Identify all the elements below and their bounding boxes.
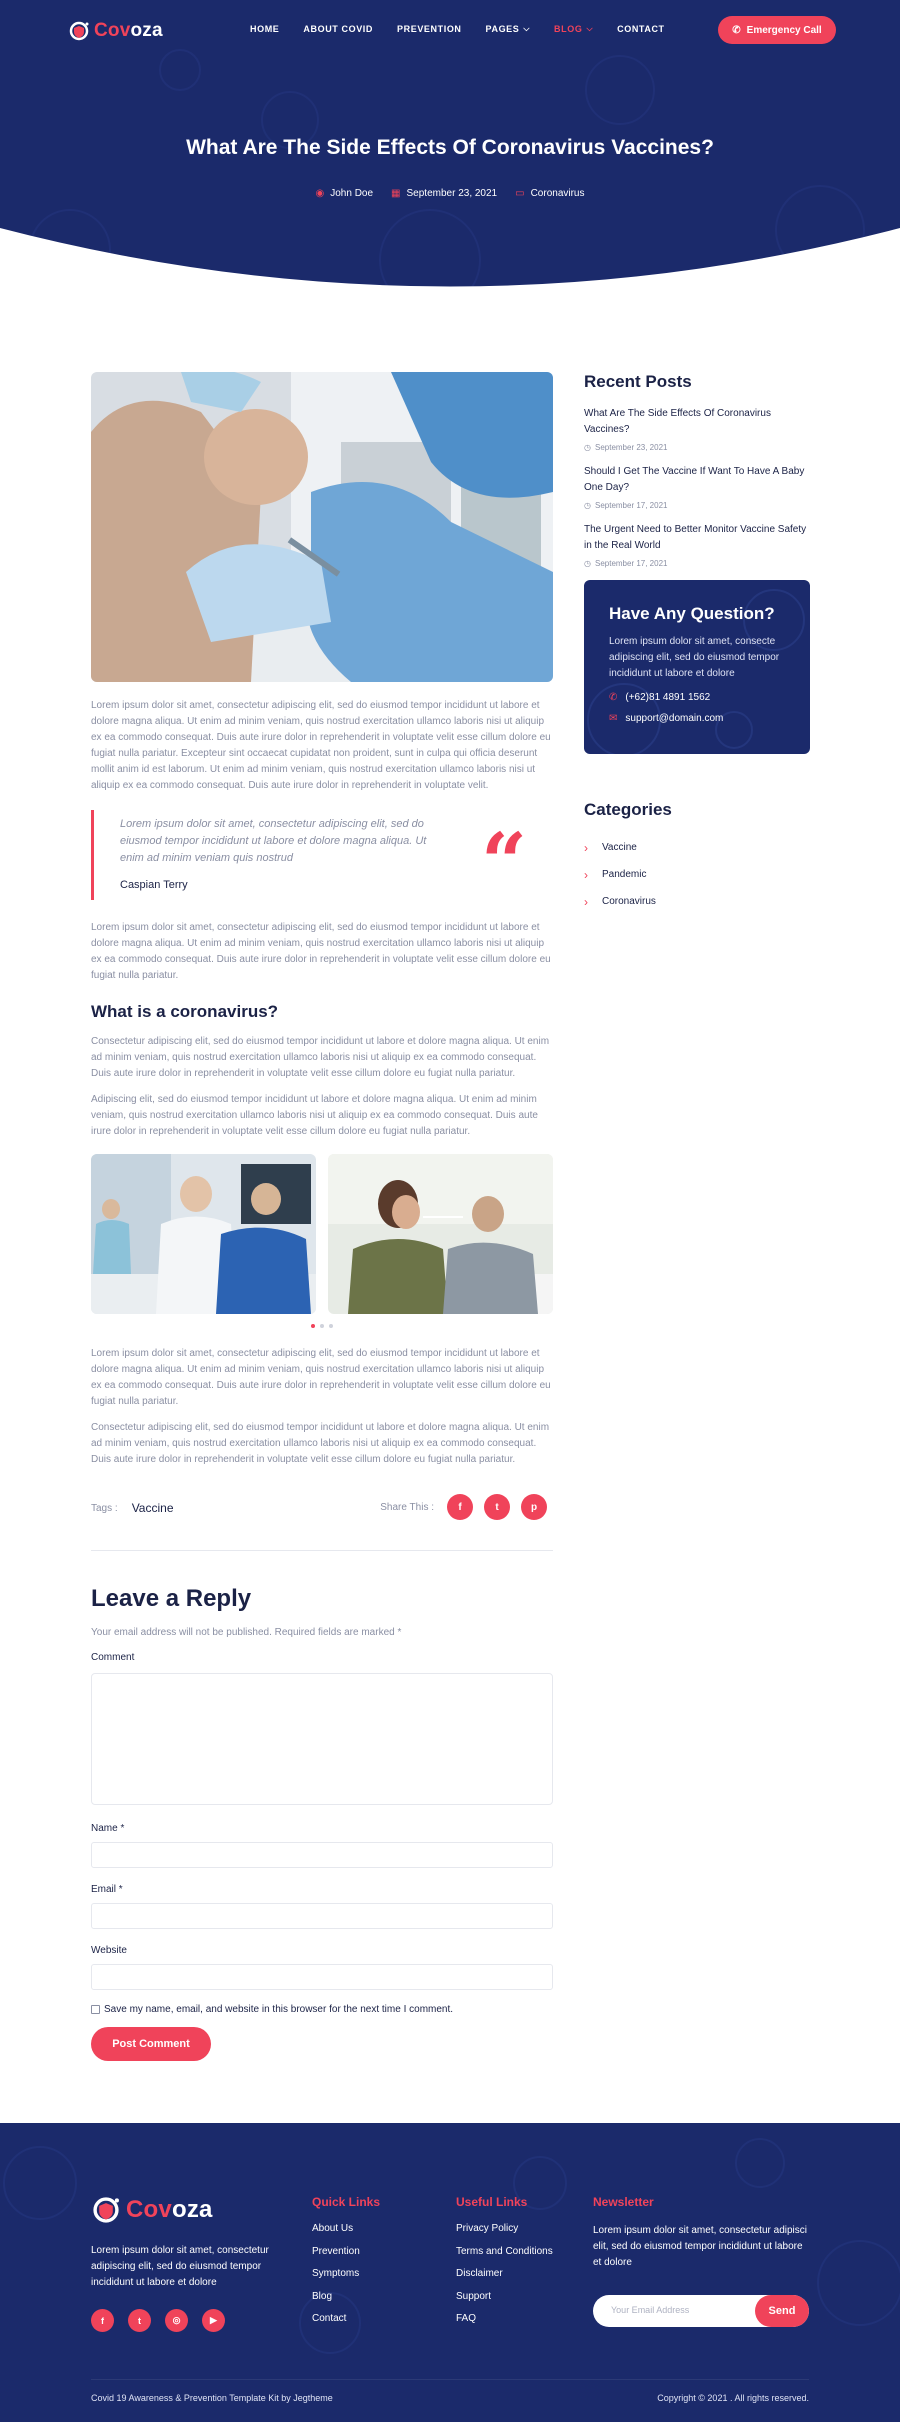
recent-posts-title: Recent Posts <box>584 372 692 391</box>
sidebar <box>584 372 810 915</box>
divider <box>91 1550 553 1551</box>
newsletter-title: Newsletter <box>593 2195 654 2209</box>
name-label: Name * <box>91 1823 125 1834</box>
nav-home[interactable]: HOME <box>250 24 280 34</box>
post-meta <box>0 188 900 199</box>
newsletter-email-input[interactable]: Your Email Address <box>611 2305 690 2315</box>
category-item[interactable] <box>584 861 810 888</box>
newsletter-text: Lorem ipsum dolor sit amet, consectetur adipisci elit, sed do eiusmod tempor incididunt ut labore et dolore <box>593 2225 807 2268</box>
site-logo[interactable] <box>68 20 163 42</box>
reply-note: Your email address will not be published. Required fields are marked * <box>91 1627 402 1638</box>
quote-text: Lorem ipsum dolor sit amet, consectetur adipiscing elit, sed do eiusmod tempor incididunt ut labore et dolore magna aliqua. Ut enim ad minim veniam quis nostrud <box>120 818 427 864</box>
article-paragraph-1: Lorem ipsum dolor sit amet, consectetur adipiscing elit, sed do eiusmod tempor incididunt ut labore et dolore magna aliqua. Ut enim ad minim veniam, quis nostrud exercitation ullamco laboris nisi ut aliquip ex ea commodo consequat. Duis aute irure dolor in reprehenderit in voluptate velit esse cillum dolore eu fugiat nulla pariatur. Excepteur sint occaecat cupidatat non proident, sunt in culpa qui officia deserunt mollit anim id est laborum. Ut enim ad minim veniam, quis nostrud exercitation ullamco laboris nisi ut aliquip ex ea commodo consequat. Duis aute irure dolor in reprehenderit in voluptate velit. <box>91 700 551 791</box>
tag-link[interactable]: Vaccine <box>131 1501 174 1515</box>
virus-shield-logo-icon <box>68 20 90 42</box>
footer-link[interactable]: Terms and Conditions <box>456 2245 553 2257</box>
chevron-right-icon: › <box>584 894 588 909</box>
article-quote <box>91 810 553 909</box>
website-label: Website <box>91 1945 127 1956</box>
recent-post <box>584 464 810 510</box>
question-text: Lorem ipsum dolor sit amet, consecte adipiscing elit, sed do eiusmod tempor incididunt ut labore et dolore <box>609 636 780 679</box>
footer-link[interactable]: Contact <box>312 2313 347 2324</box>
phone-icon: ✆ <box>732 24 741 36</box>
instagram-icon[interactable]: ◎ <box>165 2309 188 2332</box>
chevron-down-icon: ⌵ <box>523 24 531 33</box>
doctor-consultation-photo <box>91 1154 316 1314</box>
footer-link[interactable]: FAQ <box>456 2313 477 2324</box>
nav-pages-label: PAGES <box>485 24 520 34</box>
recent-post <box>584 522 810 568</box>
nav-blog[interactable] <box>554 24 593 34</box>
article-paragraph-2: Lorem ipsum dolor sit amet, consectetur adipiscing elit, sed do eiusmod tempor incididunt ut labore et dolore magna aliqua. Ut enim ad minim veniam, quis nostrud exercitation ullamco laboris nisi ut aliquip ex ea commodo consequat. Duis aute irure dolor in reprehenderit in voluptate velit esse cillum dolore eu fugiat nulla pariatur. <box>91 922 551 981</box>
clock-icon: ◷ <box>584 443 591 452</box>
article-paragraph-4: Adipiscing elit, sed do eiusmod tempor incididunt ut labore et dolore magna aliqua. Ut enim ad minim veniam, quis nostrud exercitation ullamco laboris nisi ut aliquip ex ea commodo consequat. Duis aute irure dolor in reprehenderit in voluptate velit esse cillum dolore eu fugiat nulla pariatur. <box>91 1094 538 1137</box>
contact-phone-text: (+62)81 4891 1562 <box>625 692 711 703</box>
mail-icon: ✉ <box>609 713 618 724</box>
emergency-call-label: Emergency Call <box>746 24 822 36</box>
main-nav <box>68 16 836 46</box>
footer-link[interactable]: Symptoms <box>312 2268 360 2279</box>
footer-social <box>91 2309 225 2332</box>
logo-text-rest: oza <box>171 2196 213 2223</box>
hero-section <box>0 0 900 300</box>
category-label: Pandemic <box>602 869 647 880</box>
recent-post-date: September 17, 2021 <box>594 559 668 568</box>
clock-icon: ◷ <box>584 559 591 568</box>
recent-post-title[interactable]: Should I Get The Vaccine If Want To Have A Baby One Day? <box>584 466 805 493</box>
twitter-icon[interactable]: t <box>128 2309 151 2332</box>
quick-links-title: Quick Links <box>312 2195 381 2209</box>
recent-post-title[interactable]: The Urgent Need to Better Monitor Vaccine Safety in the Real World <box>584 524 807 551</box>
carousel-pagination <box>91 1324 553 1328</box>
phone-icon: ✆ <box>609 692 618 703</box>
save-info-label: Save my name, email, and website in this browser for the next time I comment. <box>104 2004 454 2015</box>
post-category-text: Coronavirus <box>530 188 585 199</box>
post-category[interactable] <box>515 188 584 199</box>
facebook-icon[interactable]: f <box>447 1494 473 1520</box>
chevron-right-icon: › <box>584 867 588 882</box>
logo-text-first: Cov <box>126 2196 172 2223</box>
nav-menu <box>250 24 665 34</box>
nav-pages[interactable] <box>486 24 531 34</box>
footer-logo[interactable] <box>91 2195 213 2225</box>
question-title: Have Any Question? <box>609 604 775 623</box>
email-field[interactable] <box>91 1903 553 1929</box>
nav-prevention[interactable]: PREVENTION <box>397 24 462 34</box>
clock-icon: ◷ <box>584 501 591 510</box>
vaccination-photo <box>91 372 553 682</box>
pinterest-icon[interactable]: p <box>521 1494 547 1520</box>
nav-blog-label: BLOG <box>554 24 583 34</box>
carousel-dot[interactable] <box>329 1324 333 1328</box>
newsletter-send-button[interactable]: Send <box>755 2295 809 2327</box>
save-info-checkbox[interactable] <box>91 2005 100 2014</box>
share-bar <box>380 1494 547 1520</box>
post-author[interactable] <box>316 188 374 199</box>
post-date[interactable] <box>391 188 497 199</box>
carousel-dot[interactable] <box>311 1324 315 1328</box>
share-label: Share This : <box>380 1501 434 1513</box>
logo-text-rest: oza <box>130 20 163 41</box>
save-info-row <box>91 2004 553 2015</box>
contact-phone[interactable] <box>609 692 810 703</box>
quote-author: Caspian Terry <box>120 879 188 891</box>
nav-contact[interactable]: CONTACT <box>617 24 665 34</box>
recent-post <box>584 406 810 452</box>
tags-label: Tags : <box>91 1502 118 1514</box>
image-carousel[interactable] <box>91 1154 553 1314</box>
calendar-icon: ▦ <box>391 188 401 199</box>
youtube-icon[interactable]: ▶ <box>202 2309 225 2332</box>
comment-label: Comment <box>91 1652 135 1663</box>
footer-link[interactable]: About Us <box>312 2223 354 2234</box>
site-footer <box>0 2123 900 2422</box>
post-title: What Are The Side Effects Of Coronavirus Vaccines? <box>186 136 714 159</box>
footer-copyright: Copyright © 2021 . All rights reserved. <box>657 2393 809 2403</box>
main-content <box>0 300 900 2123</box>
category-label: Coronavirus <box>602 896 656 907</box>
contact-email-text: support@domain.com <box>625 713 724 724</box>
emergency-call-button[interactable] <box>718 16 836 44</box>
website-field[interactable] <box>91 1964 553 1990</box>
recent-posts-list <box>584 406 810 568</box>
useful-links-column <box>456 2195 553 2336</box>
recent-post-title[interactable]: What Are The Side Effects Of Coronavirus Vaccines? <box>584 408 771 435</box>
virus-shield-logo-icon <box>91 2195 121 2225</box>
section-heading: What is a coronavirus? <box>91 1002 279 1021</box>
post-date-text: September 23, 2021 <box>406 188 498 199</box>
category-item[interactable] <box>584 888 810 915</box>
footer-link[interactable]: Blog <box>312 2290 333 2302</box>
post-comment-button[interactable]: Post Comment <box>91 2027 211 2061</box>
footer-link[interactable]: Disclaimer <box>456 2268 503 2279</box>
user-icon: ◉ <box>315 188 325 199</box>
recent-post-date: September 23, 2021 <box>594 443 668 452</box>
tags-share-row <box>91 1494 553 1522</box>
name-field[interactable] <box>91 1842 553 1868</box>
category-item[interactable] <box>584 834 810 861</box>
recent-post-date: September 17, 2021 <box>594 501 668 510</box>
reply-form <box>91 1585 553 2061</box>
footer-credit: Covid 19 Awareness & Prevention Template Kit by Jegtheme <box>91 2393 333 2403</box>
newsletter-column <box>593 2195 809 2327</box>
article-paragraph-5: Lorem ipsum dolor sit amet, consectetur adipiscing elit, sed do eiusmod tempor incididunt ut labore et dolore magna aliqua. Ut enim ad minim veniam, quis nostrud exercitation ullamco laboris nisi ut aliquip ex ea commodo consequat. Duis aute irure dolor in reprehenderit in voluptate velit esse cillum dolore eu fugiat nulla pariatur. <box>91 1348 551 1407</box>
post-author-name: John Doe <box>330 188 374 199</box>
question-card <box>584 580 810 754</box>
article-paragraph-3: Consectetur adipiscing elit, sed do eiusmod tempor incididunt ut labore et dolore magna aliqua. Ut enim ad minim veniam, quis nostrud exercitation ullamco laboris nisi ut aliquip ex ea commodo consequat. Duis aute irure dolor in reprehenderit in voluptate velit esse cillum dolore eu fugiat nulla pariatur. <box>91 1036 550 1079</box>
footer-link[interactable]: Support <box>456 2290 492 2302</box>
twitter-icon[interactable]: t <box>484 1494 510 1520</box>
quick-links-column <box>312 2195 380 2336</box>
facebook-icon[interactable]: f <box>91 2309 114 2332</box>
comment-textarea[interactable] <box>91 1673 553 1805</box>
category-label: Vaccine <box>602 842 637 853</box>
logo-text-first: Cov <box>94 20 131 41</box>
useful-links-title: Useful Links <box>456 2195 528 2209</box>
nasal-swab-test-photo <box>328 1154 553 1314</box>
newsletter-form <box>593 2295 809 2327</box>
carousel-dot[interactable] <box>320 1324 324 1328</box>
email-label: Email * <box>91 1884 123 1895</box>
footer-link[interactable]: Privacy Policy <box>456 2223 519 2234</box>
contact-email[interactable] <box>609 713 810 724</box>
footer-about: Lorem ipsum dolor sit amet, consectetur adipiscing elit, sed do eiusmod tempor incididunt ut labore et dolore <box>91 2245 269 2288</box>
nav-about-covid[interactable]: ABOUT COVID <box>303 24 374 34</box>
categories-list <box>584 834 810 915</box>
quote-mark-icon: “ <box>480 815 527 909</box>
footer-link[interactable]: Prevention <box>312 2245 360 2257</box>
reply-title: Leave a Reply <box>91 1585 252 1612</box>
footer-divider <box>91 2379 809 2380</box>
article-paragraph-6: Consectetur adipiscing elit, sed do eiusmod tempor incididunt ut labore et dolore magna aliqua. Ut enim ad minim veniam, quis nostrud exercitation ullamco laboris nisi ut aliquip ex ea commodo consequat. Duis aute irure dolor in reprehenderit in voluptate velit esse cillum dolore eu fugiat nulla pariatur. <box>91 1422 550 1465</box>
article <box>91 372 553 2061</box>
chevron-right-icon: › <box>584 840 588 855</box>
folder-icon: ▭ <box>515 188 525 199</box>
chevron-down-icon: ⌵ <box>586 24 594 33</box>
categories-title: Categories <box>584 800 672 819</box>
